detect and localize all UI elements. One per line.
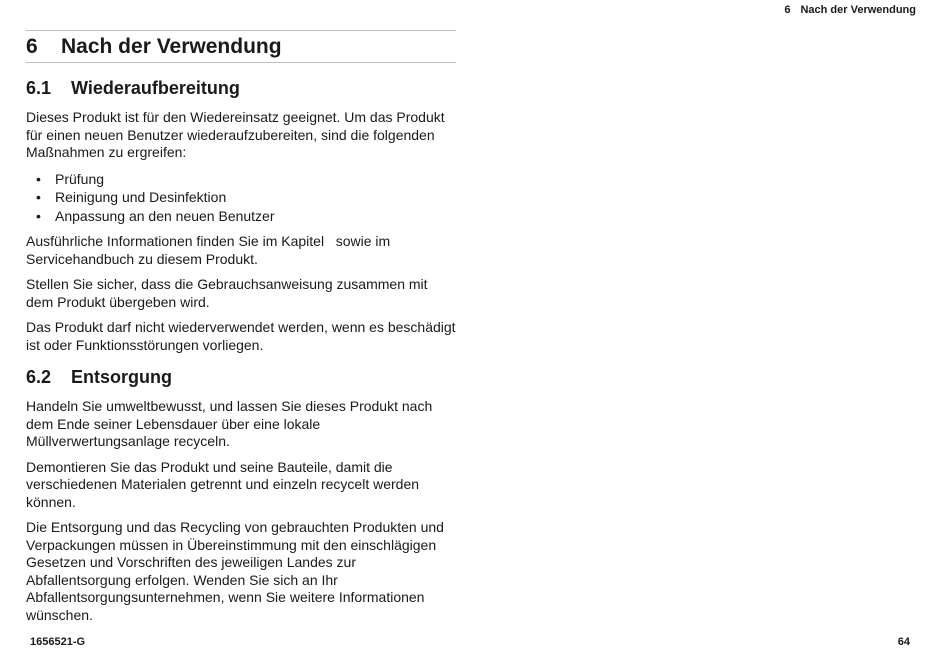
- paragraph-intro: Dieses Produkt ist für den Wiedereinsatz geeignet. Um das Produkt für einen neuen Benutzer wiederaufzubereiten, sind die folgenden Maßnahmen zu ergreifen:: [26, 109, 445, 160]
- bullet-icon: •: [36, 189, 41, 205]
- chapter-title: [26, 30, 456, 63]
- running-header-title: Nach der Verwendung: [800, 4, 916, 16]
- paragraph-handover: Stellen Sie sicher, dass die Gebrauchsanweisung zusammen mit dem Produkt übergeben wird.: [26, 276, 428, 310]
- paragraph-environment: Handeln Sie umweltbewusst, und lassen Sie dieses Produkt nach dem Ende seiner Lebensdauer über eine lokale Müllverwertungsanlage recyceln.: [26, 398, 433, 449]
- section-title-text: Wiederaufbereitung: [71, 78, 240, 98]
- running-header: [784, 4, 916, 16]
- list-item: [26, 188, 456, 207]
- section-number: 6.2: [26, 367, 52, 387]
- paragraph-dismantle: Demontieren Sie das Produkt und seine Bauteile, damit die verschiedenen Materialen getrennt und einzeln recycelt werden können.: [26, 458, 420, 510]
- bullet-list: [26, 170, 456, 226]
- chapter-title-text: Nach der Verwendung: [61, 35, 282, 58]
- page-content: [26, 30, 456, 632]
- paragraph-regulations: Die Entsorgung und das Recycling von gebrauchten Produkten und Verpackungen müssen in Übereinstimmung mit den einschlägigen Gesetzen und Vorschriften des jeweiligen Landes zur Abfallentsorgung erfolgen. Wenden Sie sich an Ihr Abfallentsorgungsunternehmen, wenn Sie weitere Informationen wünschen.: [26, 519, 444, 623]
- list-item-text: Prüfung: [55, 170, 105, 187]
- section-title-reprocessing: [26, 77, 456, 99]
- page-number: 64: [897, 636, 910, 648]
- paragraph-damage-warning: Das Produkt darf nicht wiederverwendet werden, wenn es beschädigt ist oder Funktionsstörungen vorliegen.: [26, 319, 456, 353]
- document-id: 1656521-G: [30, 636, 86, 648]
- list-item: [26, 207, 456, 226]
- list-item: [26, 170, 456, 189]
- list-item-text: Anpassung an den neuen Benutzer: [55, 207, 275, 224]
- running-header-number: 6: [784, 4, 791, 16]
- section-title-text: Entsorgung: [71, 367, 172, 387]
- chapter-number: 6: [26, 35, 38, 58]
- bullet-icon: •: [36, 207, 41, 224]
- bullet-icon: •: [36, 170, 41, 187]
- section-number: 6.1: [26, 78, 52, 98]
- paragraph-details: Ausführliche Informationen finden Sie im Kapitel sowie im Servicehandbuch zu diesem Produkt.: [26, 233, 395, 267]
- list-item-text: Reinigung und Desinfektion: [55, 189, 227, 205]
- section-title-disposal: [26, 366, 456, 388]
